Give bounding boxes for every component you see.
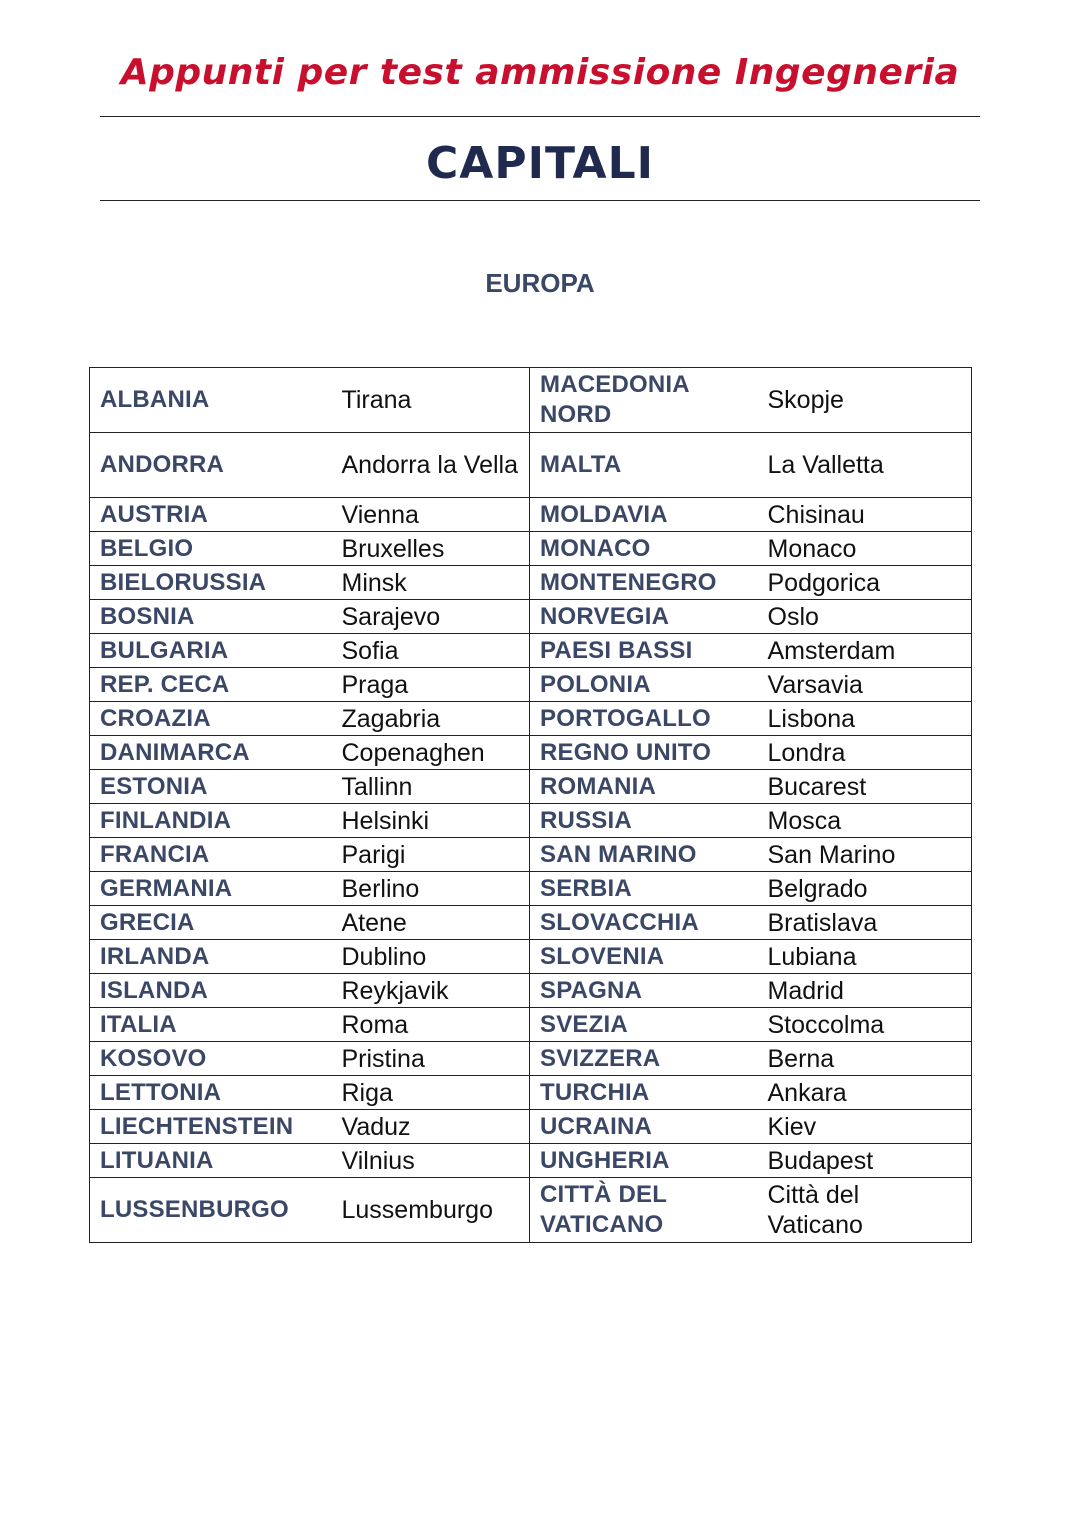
country-cell: ANDORRA <box>90 433 336 498</box>
bottom-divider <box>100 200 980 201</box>
country-cell: REGNO UNITO <box>530 736 762 770</box>
capital-cell: Stoccolma <box>762 1008 972 1042</box>
capital-cell: Belgrado <box>762 872 972 906</box>
top-divider <box>100 116 980 117</box>
capital-cell: Lubiana <box>762 940 972 974</box>
country-cell: AUSTRIA <box>90 498 336 532</box>
capital-cell: Riga <box>336 1076 530 1110</box>
table-row <box>90 702 972 736</box>
country-cell: ESTONIA <box>90 770 336 804</box>
capital-cell: Pristina <box>336 1042 530 1076</box>
table-row <box>90 906 972 940</box>
table-row <box>90 736 972 770</box>
capital-cell: Andorra la Vella <box>336 433 530 498</box>
capital-cell: Lussemburgo <box>336 1178 530 1243</box>
table-row <box>90 838 972 872</box>
country-cell: RUSSIA <box>530 804 762 838</box>
country-cell: SLOVENIA <box>530 940 762 974</box>
country-cell: BOSNIA <box>90 600 336 634</box>
table-row <box>90 804 972 838</box>
capital-cell: Dublino <box>336 940 530 974</box>
table-row <box>90 1178 972 1243</box>
table-row <box>90 872 972 906</box>
capitals-table <box>89 367 972 1243</box>
country-cell: SAN MARINO <box>530 838 762 872</box>
country-cell: POLONIA <box>530 668 762 702</box>
country-cell: SLOVACCHIA <box>530 906 762 940</box>
country-cell: ITALIA <box>90 1008 336 1042</box>
country-cell: ROMANIA <box>530 770 762 804</box>
country-cell: FINLANDIA <box>90 804 336 838</box>
capital-cell: Minsk <box>336 566 530 600</box>
capital-cell: Lisbona <box>762 702 972 736</box>
country-cell: UCRAINA <box>530 1110 762 1144</box>
capital-cell: Skopje <box>762 368 972 433</box>
table-row <box>90 498 972 532</box>
table-row <box>90 940 972 974</box>
capital-cell: Praga <box>336 668 530 702</box>
table-row <box>90 974 972 1008</box>
capital-cell: Vienna <box>336 498 530 532</box>
table-row <box>90 532 972 566</box>
capital-cell: Madrid <box>762 974 972 1008</box>
country-cell: SVEZIA <box>530 1008 762 1042</box>
country-cell: FRANCIA <box>90 838 336 872</box>
country-cell: SERBIA <box>530 872 762 906</box>
capital-cell: Oslo <box>762 600 972 634</box>
capital-cell: Londra <box>762 736 972 770</box>
country-cell: MALTA <box>530 433 762 498</box>
table-row <box>90 1042 972 1076</box>
country-cell: MONTENEGRO <box>530 566 762 600</box>
capital-cell: Parigi <box>336 838 530 872</box>
country-cell: REP. CECA <box>90 668 336 702</box>
capital-cell: Bucarest <box>762 770 972 804</box>
capital-cell: Helsinki <box>336 804 530 838</box>
page-title: CAPITALI <box>425 138 655 189</box>
capital-cell: Reykjavik <box>336 974 530 1008</box>
country-cell: MOLDAVIA <box>530 498 762 532</box>
capital-cell: Berlino <box>336 872 530 906</box>
document-subject: Appunti per test ammissione Ingegneria <box>120 52 960 93</box>
capital-cell: Vaduz <box>336 1110 530 1144</box>
capital-cell: Kiev <box>762 1110 972 1144</box>
country-cell: BELGIO <box>90 532 336 566</box>
capital-cell: Roma <box>336 1008 530 1042</box>
country-cell: LITUANIA <box>90 1144 336 1178</box>
country-cell: NORVEGIA <box>530 600 762 634</box>
capital-cell: La Valletta <box>762 433 972 498</box>
capital-cell: Bratislava <box>762 906 972 940</box>
capital-cell: Berna <box>762 1042 972 1076</box>
country-cell: LIECHTENSTEIN <box>90 1110 336 1144</box>
country-cell: SPAGNA <box>530 974 762 1008</box>
table-row <box>90 1008 972 1042</box>
country-cell: UNGHERIA <box>530 1144 762 1178</box>
country-cell: TURCHIA <box>530 1076 762 1110</box>
table-row <box>90 368 972 433</box>
capital-cell: Podgorica <box>762 566 972 600</box>
table-row <box>90 566 972 600</box>
capital-cell: Bruxelles <box>336 532 530 566</box>
capital-cell: Città del Vaticano <box>762 1178 972 1243</box>
capital-cell: Varsavia <box>762 668 972 702</box>
table-row <box>90 634 972 668</box>
country-cell: CROAZIA <box>90 702 336 736</box>
capital-cell: Mosca <box>762 804 972 838</box>
capital-cell: Zagabria <box>336 702 530 736</box>
country-cell: MONACO <box>530 532 762 566</box>
capitals-table-body <box>90 368 972 1243</box>
capital-cell: San Marino <box>762 838 972 872</box>
country-cell: PORTOGALLO <box>530 702 762 736</box>
table-row <box>90 433 972 498</box>
country-cell: IRLANDA <box>90 940 336 974</box>
capital-cell: Atene <box>336 906 530 940</box>
table-row <box>90 1076 972 1110</box>
country-cell: KOSOVO <box>90 1042 336 1076</box>
table-row <box>90 1110 972 1144</box>
capital-cell: Chisinau <box>762 498 972 532</box>
country-cell: ALBANIA <box>90 368 336 433</box>
country-cell: DANIMARCA <box>90 736 336 770</box>
country-cell: LETTONIA <box>90 1076 336 1110</box>
capital-cell: Copenaghen <box>336 736 530 770</box>
country-cell: PAESI BASSI <box>530 634 762 668</box>
country-cell: ISLANDA <box>90 974 336 1008</box>
country-cell: BULGARIA <box>90 634 336 668</box>
capital-cell: Sarajevo <box>336 600 530 634</box>
country-cell: MACEDONIA NORD <box>530 368 762 433</box>
capital-cell: Ankara <box>762 1076 972 1110</box>
table-row <box>90 770 972 804</box>
country-cell: GERMANIA <box>90 872 336 906</box>
country-cell: SVIZZERA <box>530 1042 762 1076</box>
capital-cell: Vilnius <box>336 1144 530 1178</box>
country-cell: BIELORUSSIA <box>90 566 336 600</box>
capital-cell: Budapest <box>762 1144 972 1178</box>
country-cell: CITTÀ DEL VATICANO <box>530 1178 762 1243</box>
capital-cell: Monaco <box>762 532 972 566</box>
capital-cell: Sofia <box>336 634 530 668</box>
capital-cell: Tirana <box>336 368 530 433</box>
country-cell: GRECIA <box>90 906 336 940</box>
country-cell: LUSSENBURGO <box>90 1178 336 1243</box>
table-row <box>90 1144 972 1178</box>
section-title: EUROPA <box>485 268 595 298</box>
table-row <box>90 668 972 702</box>
capital-cell: Amsterdam <box>762 634 972 668</box>
table-row <box>90 600 972 634</box>
capital-cell: Tallinn <box>336 770 530 804</box>
